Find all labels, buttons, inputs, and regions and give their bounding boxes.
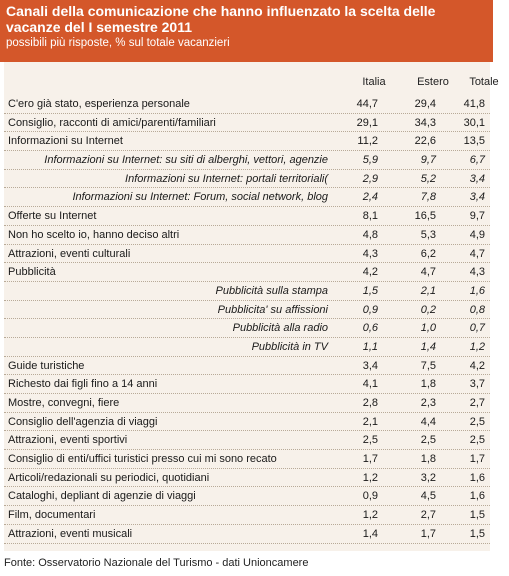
row-label: Informazioni su Internet: su siti di alberghi, vettori, agenzie bbox=[44, 154, 328, 167]
table-row bbox=[4, 319, 490, 338]
row-label: Informazioni su Internet: portali territoriali( bbox=[125, 172, 328, 185]
cell-italia: 2,8 bbox=[362, 397, 378, 409]
cell-estero: 2,5 bbox=[420, 434, 436, 447]
cell-estero: 22,6 bbox=[414, 135, 436, 148]
cell-totale: 1,6 bbox=[469, 490, 485, 503]
cell-totale: 3,7 bbox=[469, 378, 485, 391]
cell-totale: 3,4 bbox=[469, 172, 485, 185]
cell-italia: 1,1 bbox=[362, 340, 378, 353]
row-label: Film, documentari bbox=[8, 509, 96, 522]
cell-totale: 9,7 bbox=[469, 210, 485, 223]
cell-estero: 34,3 bbox=[414, 116, 436, 129]
cell-totale: 1,5 bbox=[469, 527, 485, 540]
row-label: Consiglio dell'agenzia di viaggi bbox=[8, 415, 158, 428]
cell-totale: 4,7 bbox=[469, 247, 485, 260]
cell-estero: 2,7 bbox=[420, 509, 436, 522]
cell-totale: 1,5 bbox=[469, 509, 485, 522]
cell-totale: 41,8 bbox=[463, 98, 485, 110]
cell-italia: 29,1 bbox=[356, 116, 378, 129]
cell-italia: 4,3 bbox=[362, 247, 378, 260]
cell-totale: 1,7 bbox=[469, 453, 485, 466]
cell-totale: 13,5 bbox=[463, 135, 485, 148]
cell-estero: 0,2 bbox=[420, 303, 436, 316]
table-row bbox=[4, 413, 490, 432]
cell-totale: 1,6 bbox=[469, 284, 485, 297]
cell-estero: 9,7 bbox=[420, 154, 436, 167]
cell-italia: 0,9 bbox=[362, 303, 378, 316]
row-label: Pubblicità in TV bbox=[251, 340, 328, 353]
row-label: Pubblicità alla radio bbox=[232, 322, 328, 335]
table-row bbox=[4, 95, 490, 114]
table-row bbox=[4, 338, 490, 357]
row-label: Richesto dai figli fino a 14 anni bbox=[8, 378, 158, 391]
header-banner bbox=[0, 0, 493, 62]
cell-italia: 3,4 bbox=[362, 359, 378, 372]
cell-estero: 4,7 bbox=[420, 266, 436, 279]
cell-italia: 4,2 bbox=[362, 266, 378, 279]
row-label: Cataloghi, depliant di agenzie di viaggi bbox=[8, 490, 196, 503]
cell-estero: 7,5 bbox=[420, 359, 436, 372]
row-label: Informazioni su Internet: Forum, social network, blog bbox=[72, 191, 328, 204]
table-row bbox=[4, 170, 490, 189]
cell-totale: 4,2 bbox=[469, 359, 485, 372]
cell-estero: 4,5 bbox=[420, 490, 436, 503]
row-label: Pubblicità sulla stampa bbox=[215, 284, 328, 297]
table-row bbox=[4, 431, 490, 450]
table-row bbox=[4, 450, 490, 469]
table-row bbox=[4, 114, 490, 133]
cell-italia: 1,7 bbox=[362, 453, 378, 466]
cell-totale: 3,4 bbox=[469, 191, 485, 204]
table-row bbox=[4, 207, 490, 226]
cell-italia: 1,4 bbox=[362, 527, 378, 540]
table-row bbox=[4, 282, 490, 301]
cell-italia: 4,1 bbox=[362, 378, 378, 391]
cell-estero: 7,8 bbox=[420, 191, 436, 204]
cell-italia: 1,2 bbox=[362, 471, 378, 484]
table-row bbox=[4, 469, 490, 488]
cell-italia: 1,5 bbox=[362, 284, 378, 297]
cell-estero: 5,3 bbox=[420, 228, 436, 241]
cell-estero: 2,1 bbox=[420, 284, 436, 297]
row-label: Non ho scelto io, hanno deciso altri bbox=[8, 228, 180, 241]
column-header-totale: Totale bbox=[469, 76, 499, 88]
row-label: Guide turistiche bbox=[8, 359, 85, 372]
row-label: Articoli/redazionali su periodici, quotidiani bbox=[8, 471, 210, 484]
table-row bbox=[4, 188, 490, 207]
cell-totale: 0,7 bbox=[469, 322, 485, 335]
page-subtitle: possibili più risposte, % sul totale vacanzieri bbox=[6, 37, 230, 49]
row-label: Pubblicita' su affissioni bbox=[217, 303, 328, 316]
cell-estero: 29,4 bbox=[414, 98, 436, 110]
cell-totale: 0,8 bbox=[469, 303, 485, 316]
row-label: Attrazioni, eventi culturali bbox=[8, 247, 131, 260]
cell-totale: 2,7 bbox=[469, 397, 485, 409]
table-row bbox=[4, 357, 490, 376]
table-row bbox=[4, 151, 490, 170]
table-row bbox=[4, 525, 490, 544]
cell-totale: 4,9 bbox=[469, 228, 485, 241]
cell-estero: 6,2 bbox=[420, 247, 436, 260]
cell-totale: 2,5 bbox=[469, 415, 485, 428]
cell-italia: 4,8 bbox=[362, 228, 378, 241]
cell-italia: 0,9 bbox=[362, 490, 378, 503]
row-label: Consiglio, racconti di amici/parenti/familiari bbox=[8, 116, 216, 129]
cell-totale: 1,2 bbox=[469, 340, 485, 353]
cell-italia: 1,2 bbox=[362, 509, 378, 522]
cell-italia: 2,9 bbox=[362, 172, 378, 185]
cell-italia: 11,2 bbox=[357, 135, 378, 148]
cell-estero: 2,3 bbox=[420, 397, 436, 409]
cell-estero: 5,2 bbox=[420, 172, 436, 185]
table-row bbox=[4, 132, 490, 151]
table-row bbox=[4, 245, 490, 264]
row-label: C'ero già stato, esperienza personale bbox=[8, 98, 190, 110]
row-label: Mostre, convegni, fiere bbox=[8, 397, 120, 409]
table-row bbox=[4, 487, 490, 506]
row-label: Consiglio di enti/uffici turistici presso cui mi sono recato bbox=[8, 453, 277, 466]
table-row bbox=[4, 506, 490, 525]
table-body bbox=[4, 95, 490, 544]
row-label: Offerte su Internet bbox=[8, 210, 97, 223]
row-label: Pubblicità bbox=[8, 266, 56, 279]
cell-estero: 4,4 bbox=[420, 415, 436, 428]
cell-totale: 4,3 bbox=[469, 266, 485, 279]
cell-estero: 3,2 bbox=[420, 471, 436, 484]
cell-estero: 1,4 bbox=[420, 340, 436, 353]
cell-totale: 30,1 bbox=[463, 116, 485, 129]
column-header-estero: Estero bbox=[417, 76, 449, 88]
row-label: Informazioni su Internet bbox=[8, 135, 123, 148]
cell-italia: 0,6 bbox=[362, 322, 378, 335]
cell-italia: 8,1 bbox=[362, 210, 378, 223]
cell-italia: 5,9 bbox=[362, 154, 378, 167]
cell-totale: 2,5 bbox=[469, 434, 485, 447]
row-label: Attrazioni, eventi musicali bbox=[8, 527, 133, 540]
table-row bbox=[4, 226, 490, 245]
cell-italia: 44,7 bbox=[356, 98, 378, 110]
cell-estero: 1,8 bbox=[420, 378, 436, 391]
table-row bbox=[4, 394, 490, 413]
page-title-line2: vacanze del I semestre 2011 bbox=[6, 19, 193, 35]
cell-italia: 2,4 bbox=[362, 191, 378, 204]
cell-estero: 1,8 bbox=[420, 453, 436, 466]
data-table bbox=[4, 62, 499, 551]
row-label: Attrazioni, eventi sportivi bbox=[8, 434, 128, 447]
cell-estero: 16,5 bbox=[414, 210, 436, 223]
cell-estero: 1,0 bbox=[420, 322, 436, 335]
cell-totale: 1,6 bbox=[469, 471, 485, 484]
table-row bbox=[4, 263, 490, 282]
cell-totale: 6,7 bbox=[469, 154, 485, 167]
cell-italia: 2,5 bbox=[362, 434, 378, 447]
cell-italia: 2,1 bbox=[362, 415, 378, 428]
column-header-italia: Italia bbox=[362, 76, 386, 88]
table-row bbox=[4, 301, 490, 320]
page-title-line1: Canali della comunicazione che hanno influenzato la scelta delle bbox=[6, 3, 436, 19]
cell-estero: 1,7 bbox=[420, 527, 436, 540]
table-row bbox=[4, 375, 490, 394]
source-note: Fonte: Osservatorio Nazionale del Turismo - dati Unioncamere bbox=[4, 557, 309, 569]
